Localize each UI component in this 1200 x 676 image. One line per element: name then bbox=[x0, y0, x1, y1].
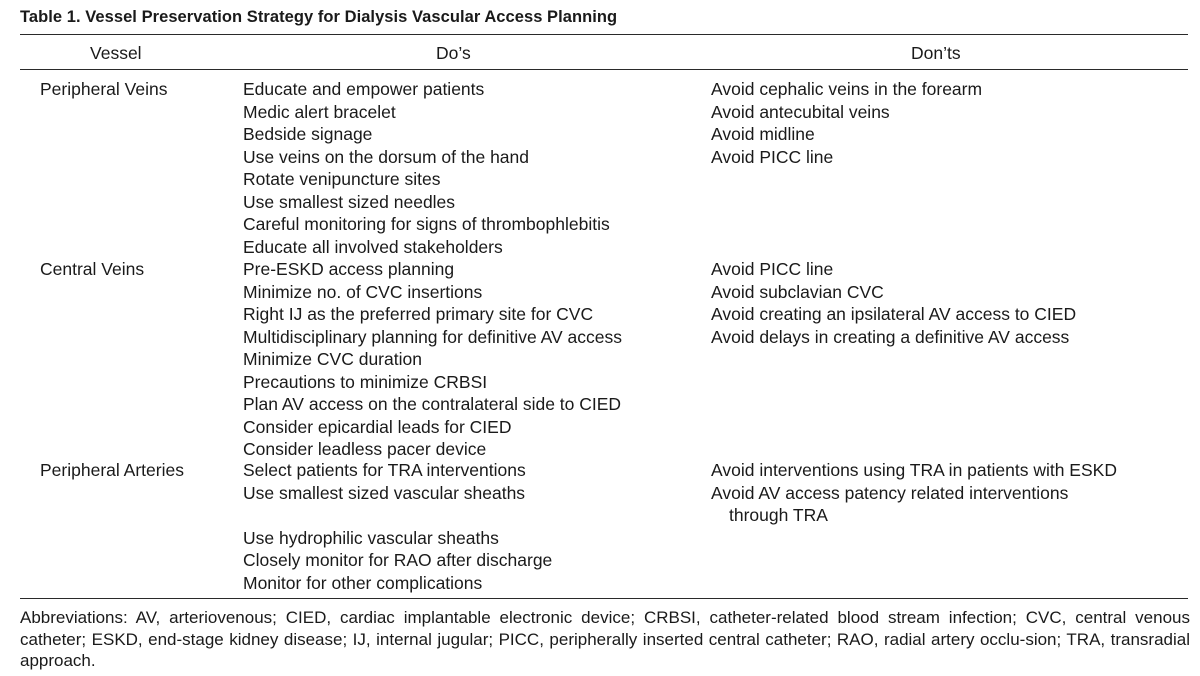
dos-item: Consider leadless pacer device bbox=[243, 439, 487, 459]
dos-item: Select patients for TRA interventions bbox=[243, 460, 526, 480]
donts-item: Avoid subclavian CVC bbox=[711, 281, 884, 302]
abbreviations-footnote: Abbreviations: AV, arteriovenous; CIED, cardiac implantable electronic device; CRBSI, catheter-related blood stream infection; CVC, central venous catheter; ESKD, end-stage kidney disease; IJ, internal jugular; PICC, peripherally inserted central catheter; RAO, radial artery occlu-sion; TRA, transradial approach. bbox=[20, 608, 1190, 670]
donts-item: Avoid cephalic veins in the forearm bbox=[711, 79, 983, 99]
donts-item: Avoid PICC line bbox=[711, 259, 834, 279]
dos-item: Minimize CVC duration bbox=[243, 349, 422, 369]
header-rule bbox=[20, 69, 1188, 70]
dos-item: Minimize no. of CVC insertions bbox=[243, 281, 483, 302]
dos-item: Educate and empower patients bbox=[243, 79, 485, 99]
donts-list-peripheral-veins bbox=[711, 78, 982, 168]
vessel-cell-peripheral-arteries: Peripheral Arteries bbox=[40, 460, 184, 480]
dos-item: Use smallest sized needles bbox=[243, 191, 456, 212]
dos-item: Plan AV access on the contralateral side to CIED bbox=[243, 394, 622, 414]
column-header-vessel: Vessel bbox=[90, 43, 142, 63]
donts-item: Avoid interventions using TRA in patients with ESKD bbox=[711, 460, 1117, 480]
dos-item: Monitor for other complications bbox=[243, 572, 483, 593]
donts-item: Avoid midline bbox=[711, 124, 815, 144]
dos-list-central-veins bbox=[243, 258, 622, 461]
dos-item: Medic alert bracelet bbox=[243, 101, 396, 122]
vessel-cell-peripheral-veins: Peripheral Veins bbox=[40, 79, 168, 99]
vessel-cell-central-veins: Central Veins bbox=[40, 259, 145, 279]
dos-item: Use hydrophilic vascular sheaths bbox=[243, 527, 499, 548]
dos-item: Multidisciplinary planning for definitive AV access bbox=[243, 326, 623, 347]
table-title: Table 1. Vessel Preservation Strategy for Dialysis Vascular Access Planning bbox=[20, 8, 618, 26]
table-bottom-rule bbox=[20, 598, 1188, 599]
dos-item: Use veins on the dorsum of the hand bbox=[243, 146, 530, 167]
dos-item: Pre-ESKD access planning bbox=[243, 259, 455, 279]
donts-item: Avoid creating an ipsilateral AV access to CIED bbox=[711, 304, 1077, 324]
donts-item-continuation: through TRA bbox=[729, 505, 828, 525]
donts-item: Avoid antecubital veins bbox=[711, 101, 890, 122]
dos-item: Use smallest sized vascular sheaths bbox=[243, 482, 526, 503]
dos-item: Educate all involved stakeholders bbox=[243, 236, 503, 257]
column-header-donts: Don’ts bbox=[911, 43, 961, 63]
dos-list-peripheral-arteries bbox=[243, 459, 552, 594]
donts-item: Avoid AV access patency related interventions bbox=[711, 482, 1069, 503]
dos-item: Bedside signage bbox=[243, 124, 373, 144]
donts-list-central-veins bbox=[711, 258, 1076, 348]
dos-item: Right IJ as the preferred primary site for CVC bbox=[243, 304, 594, 324]
dos-list-peripheral-veins bbox=[243, 78, 610, 258]
dos-item: Closely monitor for RAO after discharge bbox=[243, 550, 553, 570]
table-top-rule bbox=[20, 34, 1188, 35]
column-header-dos: Do’s bbox=[436, 43, 471, 63]
dos-blank-line bbox=[243, 504, 552, 527]
dos-item: Rotate venipuncture sites bbox=[243, 169, 441, 189]
dos-item: Consider epicardial leads for CIED bbox=[243, 416, 512, 437]
dos-item: Careful monitoring for signs of thrombophlebitis bbox=[243, 214, 610, 234]
donts-item: Avoid PICC line bbox=[711, 146, 834, 167]
dos-item: Precautions to minimize CRBSI bbox=[243, 371, 488, 392]
donts-item: Avoid delays in creating a definitive AV access bbox=[711, 326, 1070, 347]
donts-list-peripheral-arteries bbox=[711, 459, 1117, 527]
